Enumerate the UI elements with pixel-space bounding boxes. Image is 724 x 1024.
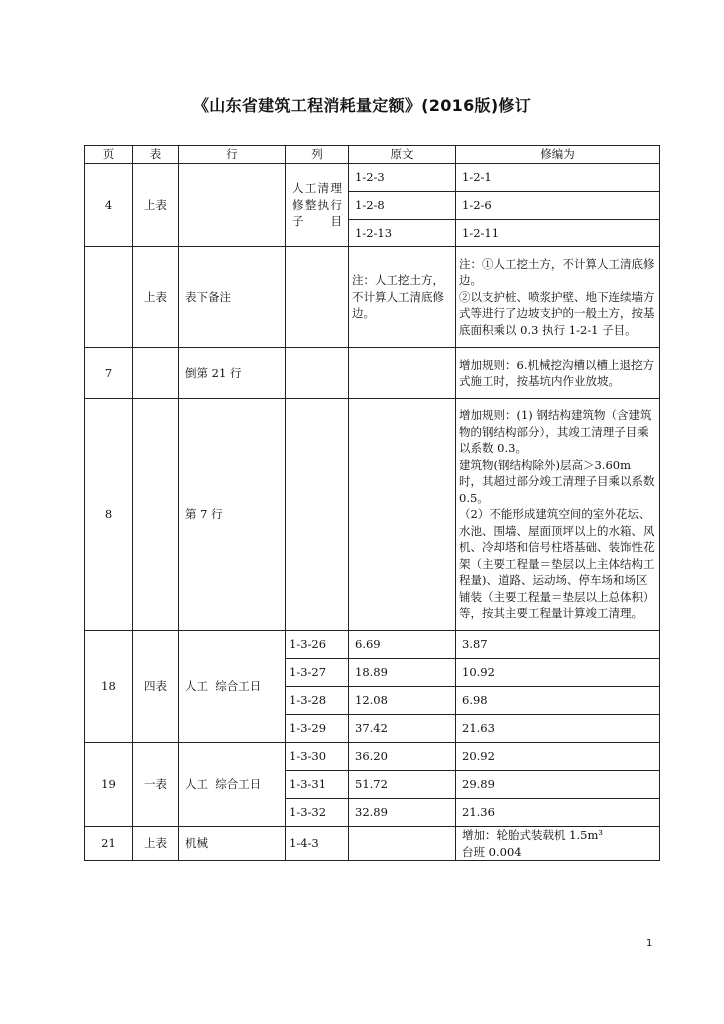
revised-line: ②以支护桩、喷浆护壁、地下连续墙方式等进行了边坡支护的一般土方，按基底面积乘以 0.3 执行 1-2-1 子目。	[459, 289, 655, 337]
cell-original: 36.20	[349, 743, 456, 771]
cell-column	[286, 247, 349, 348]
revised-line: 增加规则：(1) 钢结构建筑物（含建筑物的钢结构部分），其竣工清理子目乘以系数 0.3。	[459, 408, 652, 456]
header-page: 页	[85, 146, 133, 164]
cell-revised: 29.89	[456, 771, 660, 799]
cell-original: 1-2-8	[349, 192, 456, 220]
cell-page: 7	[85, 348, 133, 399]
cell-revised: 21.36	[456, 799, 660, 827]
cell-revised: 1-2-6	[456, 192, 660, 220]
table-row	[85, 247, 660, 348]
cell-table	[133, 399, 179, 631]
cell-row: 人工 综合工日	[179, 631, 286, 743]
cell-original: 12.08	[349, 687, 456, 715]
cell-row: 倒第 21 行	[179, 348, 286, 399]
cell-page: 8	[85, 399, 133, 631]
cell-revised: 3.87	[456, 631, 660, 659]
cell-column	[286, 348, 349, 399]
cell-table	[133, 348, 179, 399]
header-original: 原文	[349, 146, 456, 164]
header-column: 列	[286, 146, 349, 164]
cell-revised: 1-2-11	[456, 220, 660, 247]
revised-line: 台班 0.004	[462, 844, 522, 859]
revised-line: （2）不能形成建筑空间的室外花坛、水池、围墙、屋面顶坪以上的水箱、风机、冷却塔和信号柱塔基础、装饰性花架（主要工程量＝垫层以上主体结构工程量)、道路、运动场、停车场和场区铺装（主要工程量＝垫层以上总体积）等，按其主要工程量计算竣工清理。	[459, 507, 655, 621]
cell-column: 1-3-32	[286, 799, 349, 827]
cell-original	[349, 827, 456, 861]
cell-column: 人工清理修整执行子目	[286, 164, 349, 247]
cell-table: 上表	[133, 164, 179, 247]
cell-column: 1-4-3	[286, 827, 349, 861]
cell-row: 机械	[179, 827, 286, 861]
cell-revised: 20.92	[456, 743, 660, 771]
table-header-row	[85, 146, 660, 164]
cell-original: 注：人工挖土方，不计算人工清底修边。	[349, 247, 456, 348]
revised-line: 建筑物(钢结构除外)层高＞3.60m 时，其超过部分竣工清理子目乘以系数 0.5。	[459, 457, 655, 505]
header-row: 行	[179, 146, 286, 164]
cell-table: 一表	[133, 743, 179, 827]
cell-revised: 6.98	[456, 687, 660, 715]
cell-column: 1-3-31	[286, 771, 349, 799]
cell-column: 1-3-27	[286, 659, 349, 687]
cell-original: 37.42	[349, 715, 456, 743]
cell-revised: 10.92	[456, 659, 660, 687]
table-row	[85, 164, 660, 192]
cell-revised: 增加规则：6.机械挖沟槽以槽上退挖方式施工时，按基坑内作业放坡。	[456, 348, 660, 399]
cell-original: 6.69	[349, 631, 456, 659]
cell-column: 1-3-29	[286, 715, 349, 743]
cell-row	[179, 164, 286, 247]
cell-table: 上表	[133, 247, 179, 348]
cell-page: 18	[85, 631, 133, 743]
cell-page: 4	[85, 164, 133, 247]
document-title: 《山东省建筑工程消耗量定额》(2016版)修订	[192, 96, 532, 115]
cell-column: 1-3-28	[286, 687, 349, 715]
cell-revised	[456, 247, 660, 348]
cell-revised	[456, 827, 660, 861]
cell-page	[85, 247, 133, 348]
cell-original: 18.89	[349, 659, 456, 687]
cell-original: 51.72	[349, 771, 456, 799]
table-row	[85, 743, 660, 771]
cell-revised: 1-2-1	[456, 164, 660, 192]
table-row	[85, 399, 660, 631]
cell-page: 21	[85, 827, 133, 861]
cell-original: 32.89	[349, 799, 456, 827]
cell-column	[286, 399, 349, 631]
header-table: 表	[133, 146, 179, 164]
revised-line: 增加：轮胎式装载机 1.5m³	[462, 828, 603, 842]
revised-line: 注：①人工挖土方，不计算人工清底修边。	[459, 256, 655, 288]
header-revised: 修编为	[456, 146, 660, 164]
cell-page: 19	[85, 743, 133, 827]
cell-original: 1-2-13	[349, 220, 456, 247]
cell-revised	[456, 399, 660, 631]
table-row	[85, 827, 660, 861]
page-number: 1	[646, 938, 653, 949]
cell-column: 1-3-30	[286, 743, 349, 771]
revision-table	[84, 145, 660, 861]
table-row	[85, 631, 660, 659]
table-row	[85, 348, 660, 399]
cell-revised: 21.63	[456, 715, 660, 743]
cell-original	[349, 348, 456, 399]
cell-row: 人工 综合工日	[179, 743, 286, 827]
cell-original: 1-2-3	[349, 164, 456, 192]
cell-table: 上表	[133, 827, 179, 861]
cell-original	[349, 399, 456, 631]
cell-column: 1-3-26	[286, 631, 349, 659]
cell-table: 四表	[133, 631, 179, 743]
cell-row: 表下备注	[179, 247, 286, 348]
cell-row: 第 7 行	[179, 399, 286, 631]
